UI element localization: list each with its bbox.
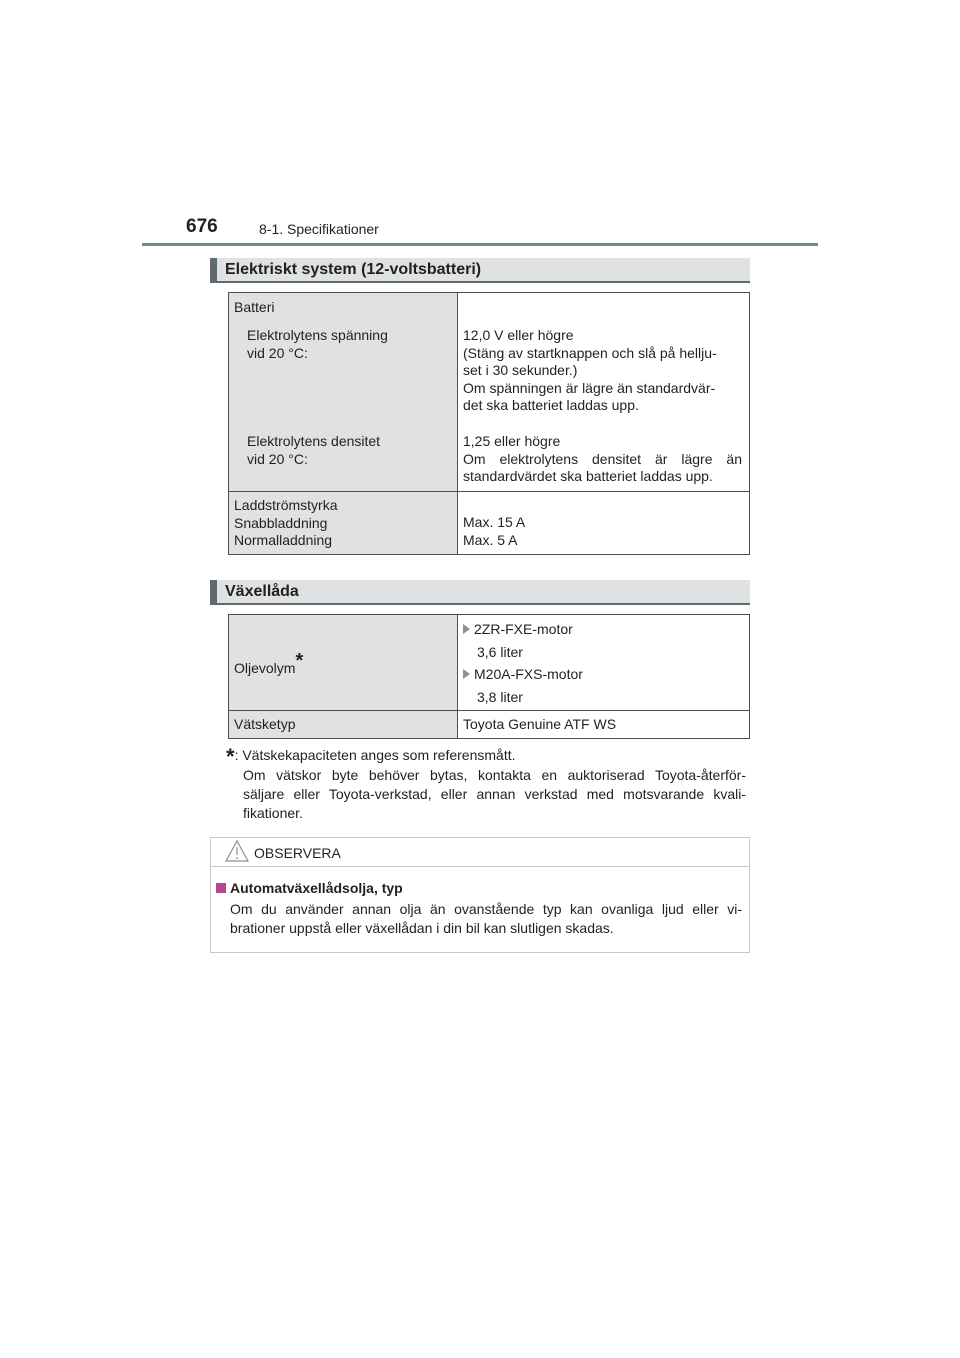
table-row [229,492,750,555]
notice-title: Automatväxellådsolja, typ [216,880,403,896]
table-row [229,711,750,739]
oil-volume-label-cell [229,615,458,711]
transmission-spec-table [228,614,750,739]
notice-label: OBSERVERA [254,845,341,861]
notice-box [210,837,750,953]
list-item: 2ZR-FXE-motor [463,618,583,641]
electrical-spec-table [228,292,750,555]
page-number: 676 [186,216,218,237]
density-value: 1,25 eller högre Om elektrolytens densitet är lägre än standardvärdet ska batteriet laddas upp. [463,433,742,484]
oil-volume-value-cell [458,615,750,711]
battery-label: Batteri [234,299,275,315]
charge-value-cell [458,492,750,555]
oil-volume-label: Oljevolym* [234,650,304,676]
charge-label: Laddströmstyrka Snabbladdning Normalladdning [234,497,338,548]
fluid-type-label: Vätsketyp [234,716,296,732]
voltage-value: 12,0 V eller högre (Stäng av startknappen och slå på hellju- set i 30 sekunder.) Om spänningen är lägre än standardvär- det ska batteriet laddas upp. [463,327,717,413]
charge-label-cell [229,492,458,555]
battery-value-cell [458,293,750,492]
footnote-star: * [295,650,304,672]
oil-volume-values: 2ZR-FXE-motor 3,6 liter M20A-FXS-motor 3,8 liter [463,618,583,708]
fluid-type-value-cell [458,711,750,739]
table-row [229,615,750,711]
transmission-section-heading: Växellåda [210,580,750,605]
voltage-label: Elektrolytens spänning vid 20 °C: [247,327,388,361]
triangle-bullet-icon [463,624,470,634]
header-divider [142,243,818,246]
list-item: M20A-FXS-motor [463,663,583,686]
table-row [229,293,750,492]
fluid-type-value: Toyota Genuine ATF WS [463,716,617,732]
fluid-type-label-cell [229,711,458,739]
density-label: Elektrolytens densitet vid 20 °C: [247,433,381,467]
footnote-marker: * [226,744,235,769]
warning-triangle-icon [225,840,249,862]
electrical-section-heading: Elektriskt system (12-voltsbatteri) [210,258,750,283]
notice-header [211,838,749,867]
triangle-bullet-icon [463,669,470,679]
footnote: *: Vätskekapaciteten anges som referensmått. Om vätskor byte behöver bytas, kontakta en auktoriserad Toyota-återför- säljare eller Toyota-verkstad, eller annan verkstad med motsvarande kvali- fikationer. [226,744,746,821]
square-bullet-icon [216,883,226,893]
battery-label-cell [229,293,458,492]
notice-body: Om du använder annan olja än ovanstående typ kan ovanliga ljud eller vi- brationer uppstå eller växellådan i din bil kan slutligen skadas. [230,901,742,936]
charge-value: Max. 15 A Max. 5 A [463,514,526,548]
chapter-title: 8-1. Specifikationer [259,221,379,237]
